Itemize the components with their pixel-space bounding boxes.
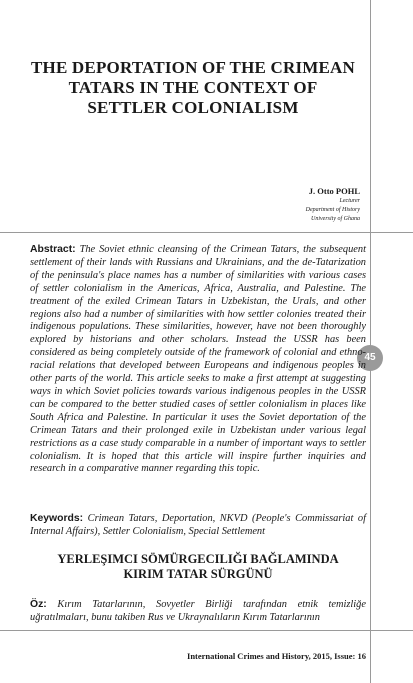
keywords: [30, 512, 366, 538]
turkish-title-line: YERLEŞIMCI SÖMÜRGECILIĞI BAĞLAMINDA: [57, 552, 339, 566]
margin-vertical-rule: [370, 0, 371, 683]
oz-text: Kırım Tatarlarının, Sovyetler Birliği tarafından etnik temizliğe uğratılmaları, bunu takiben Rus ve Ukraynalıların Kırım Tatarlarının: [30, 599, 366, 623]
turkish-title-line: KIRIM TATAR SÜRGÜNÜ: [123, 567, 273, 581]
abstract-text: The Soviet ethnic cleansing of the Crimean Tatars, the subsequent settlement of their lands with Russians and Ukrainians, and the de-Tatarization of the peninsula's place names has a number of similarities with various cases of settler colonialism in the Americas, Africa, Australia, and Palestine. The treatment of the exiled Crimean Tatars in Uzbekistan, the Urals, and other regions also had a number of similarities with how settler colonies treated their indigenous populations. These similarities, however, have not been thoroughly explored by historians and other scholars. Instead the USSR has been considered as being completely outside of the framework of colonial and ethno-racial relations that developed between Europeans and indigenous peoples in other parts of the world. This article seeks to make a first attempt at suggesting ways in which Soviet policies towards various indigenous peoples in the USSR can be compared to the better studied cases of settler colonialism in places like South Africa and Palestine. In particular it uses the Soviet deportation of the Crimean Tatars and their prolonged exile in Uzbekistan under various legal restrictions as a case study comparable in a number of important ways to settler colonialism. It is hoped that this article will inspire further inquiries and research in a comparative manner regarding this topic.: [30, 244, 366, 475]
margin-horizontal-rule: [0, 630, 413, 631]
author-role: Lecturer: [339, 198, 360, 204]
author-department: Department of History: [305, 207, 360, 213]
keywords-label: Keywords:: [30, 513, 84, 524]
title-line: TATARS IN THE CONTEXT OF: [68, 78, 318, 97]
author-name: J. Otto POHL: [308, 186, 360, 196]
page-number-badge: 45: [357, 345, 383, 371]
author-block: [150, 185, 360, 224]
turkish-abstract: [30, 598, 366, 624]
margin-horizontal-rule: [0, 232, 413, 233]
abstract-label: Abstract:: [30, 244, 76, 255]
oz-label: Öz:: [30, 599, 47, 610]
author-university: University of Ghana: [311, 216, 360, 222]
article-title: [18, 58, 368, 118]
journal-footer: International Crimes and History, 2015, Issue: 16: [187, 651, 366, 661]
title-line: SETTLER COLONIALISM: [87, 98, 299, 117]
title-line: THE DEPORTATION OF THE CRIMEAN: [30, 58, 356, 77]
turkish-title: [30, 552, 366, 582]
abstract: [30, 244, 366, 476]
keywords-text: Crimean Tatars, Deportation, NKVD (People's Commissariat of Internal Affairs), Settler Colonialism, Special Settlement: [30, 513, 366, 537]
